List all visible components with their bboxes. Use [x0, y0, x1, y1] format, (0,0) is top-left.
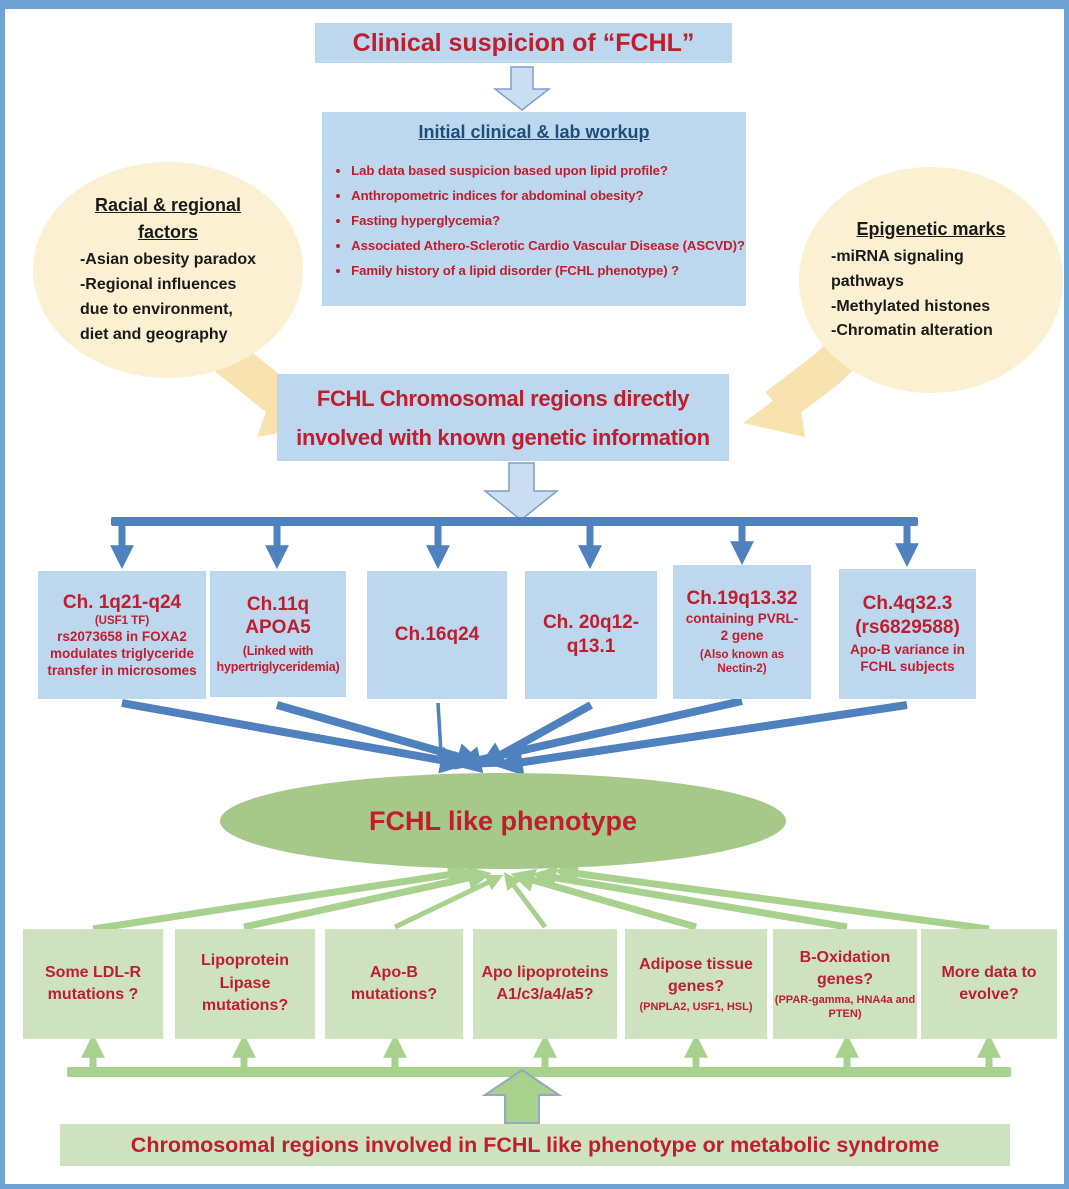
top-title-box: Clinical suspicion of “FCHL” — [315, 23, 732, 63]
chromosome-box-line: Nectin-2) — [717, 663, 767, 676]
racial-factors-ellipse — [33, 162, 303, 378]
workup-box — [322, 112, 746, 306]
chromosome-box-line: Ch.19q13.32 — [686, 588, 798, 610]
gene-box-label: Apo lipoproteins A1/c3/a4/a5? — [481, 963, 609, 1003]
epigenetic-marks-line: pathways — [831, 272, 904, 290]
epigenetic-marks-lines — [831, 245, 993, 344]
gene-box-apob — [325, 929, 463, 1039]
chromosome-box-1q21-q24 — [38, 571, 206, 699]
workup-bullet: • Lab data based suspicion based upon lipid profile? — [351, 163, 745, 178]
workup-title: Initial clinical & lab workup — [418, 122, 650, 142]
chromosome-box-line: Ch.16q24 — [394, 624, 480, 646]
racial-factors-line: diet and geography — [79, 325, 228, 343]
racial-factors-line: -Asian obesity paradox — [79, 251, 257, 269]
chromosome-box-line: hypertriglyceridemia) — [216, 659, 340, 674]
chromosome-box-line: (Linked with — [242, 644, 314, 659]
chromosome-box-line: containing PVRL- — [685, 611, 799, 627]
gene-box-label: Lipoprotein Lipase mutations? — [201, 952, 289, 1015]
workup-bullet: • Associated Athero-Sclerotic Cardio Vascular Disease (ASCVD)? — [351, 238, 745, 253]
gene-box-label: Some LDL-R mutations ? — [45, 963, 141, 1003]
arrow-title-to-workup — [495, 67, 549, 110]
gene-box-sublabel: (PPAR-gamma, HNA4a and PTEN) — [774, 993, 916, 1020]
chromosome-box-line: FCHL subjects — [860, 658, 955, 674]
chromosome-box-line: q13.1 — [566, 636, 616, 657]
workup-bullet: • Fasting hyperglycemia? — [351, 213, 745, 228]
chromosome-box-line: (Also known as — [699, 648, 785, 661]
gene-box-more-data — [921, 929, 1057, 1039]
epigenetic-marks-line: -Chromatin alteration — [831, 322, 993, 340]
racial-factors-line: due to environment, — [79, 301, 233, 318]
chromosome-box-16q24 — [367, 571, 507, 699]
chromosome-box-line: rs2073658 in FOXA2 — [57, 628, 187, 644]
chromosome-box-20q12-q13 — [525, 571, 657, 699]
chromosome-box-line: modulates triglyceride — [49, 645, 195, 661]
radiating-green-arrows — [93, 873, 989, 929]
gene-box-label: Adipose tissue genes? — [639, 955, 753, 996]
chromosome-box-line: APOA5 — [245, 617, 311, 639]
gene-box-label: B-Oxidation genes? — [799, 948, 891, 989]
chromosome-box-line: (USF1 TF) — [94, 615, 150, 628]
racial-factors-lines — [80, 248, 256, 347]
central-chromosomal-regions-box — [277, 374, 729, 461]
gene-box-label: More data to evolve? — [941, 963, 1037, 1003]
branch-connector — [111, 517, 918, 550]
gene-box-apolipoproteins — [473, 929, 617, 1039]
fchl-phenotype-ellipse: FCHL like phenotype — [220, 773, 786, 869]
central-box-line1: FCHL Chromosomal regions directly — [316, 385, 690, 411]
racial-factors-title: Racial & regional factors — [94, 195, 242, 243]
epigenetic-marks-ellipse — [799, 167, 1063, 393]
gene-box-b-oxidation — [773, 929, 917, 1039]
epigenetic-marks-line: -Methylated histones — [831, 297, 991, 315]
chromosome-box-line: Ch.4q32.3 — [862, 593, 953, 615]
arrow-central-to-branches — [485, 463, 557, 520]
workup-bullet: • Family history of a lipid disorder (FCHL phenotype) ? — [351, 263, 745, 278]
gene-box-lipoprotein-lipase — [175, 929, 315, 1039]
bottom-bar: Chromosomal regions involved in FCHL like phenotype or metabolic syndrome — [60, 1124, 1010, 1166]
chromosome-box-line: Ch.11q — [246, 593, 310, 615]
central-box-line2: involved with known genetic information — [296, 424, 710, 450]
chromosome-box-line: transfer in microsomes — [47, 662, 197, 678]
gene-box-ldlr — [23, 929, 163, 1039]
chromosome-box-line: Apo-B variance in — [850, 641, 965, 657]
epigenetic-marks-line: -miRNA signaling — [831, 247, 964, 265]
racial-factors-line: -Regional influences — [79, 276, 237, 294]
epigenetic-marks-title: Epigenetic marks — [856, 218, 1006, 239]
arrow-bottombar-up — [485, 1070, 559, 1123]
bottom-connector — [67, 1053, 1011, 1077]
chromosome-box-4q32-3 — [839, 569, 976, 699]
chromosome-box-line: Ch. 1q21-q24 — [62, 591, 182, 613]
gene-box-adipose-tissue — [625, 929, 767, 1039]
chromosome-box-line: 2 gene — [720, 628, 764, 643]
chromosome-box-line: (rs6829588) — [855, 617, 960, 639]
gene-box-sublabel: (PNPLA2, USF1, HSL) — [639, 1000, 753, 1013]
chromosome-box-19q13-32 — [673, 565, 811, 699]
converging-blue-arrows — [122, 701, 907, 763]
chromosome-box-line: Ch. 20q12- — [542, 612, 640, 634]
workup-bullet: • Anthropometric indices for abdominal obesity? — [351, 188, 745, 203]
gene-box-label: Apo-B mutations? — [350, 963, 438, 1003]
chromosome-box-11q — [210, 571, 346, 697]
workup-bullet-list — [321, 153, 747, 288]
